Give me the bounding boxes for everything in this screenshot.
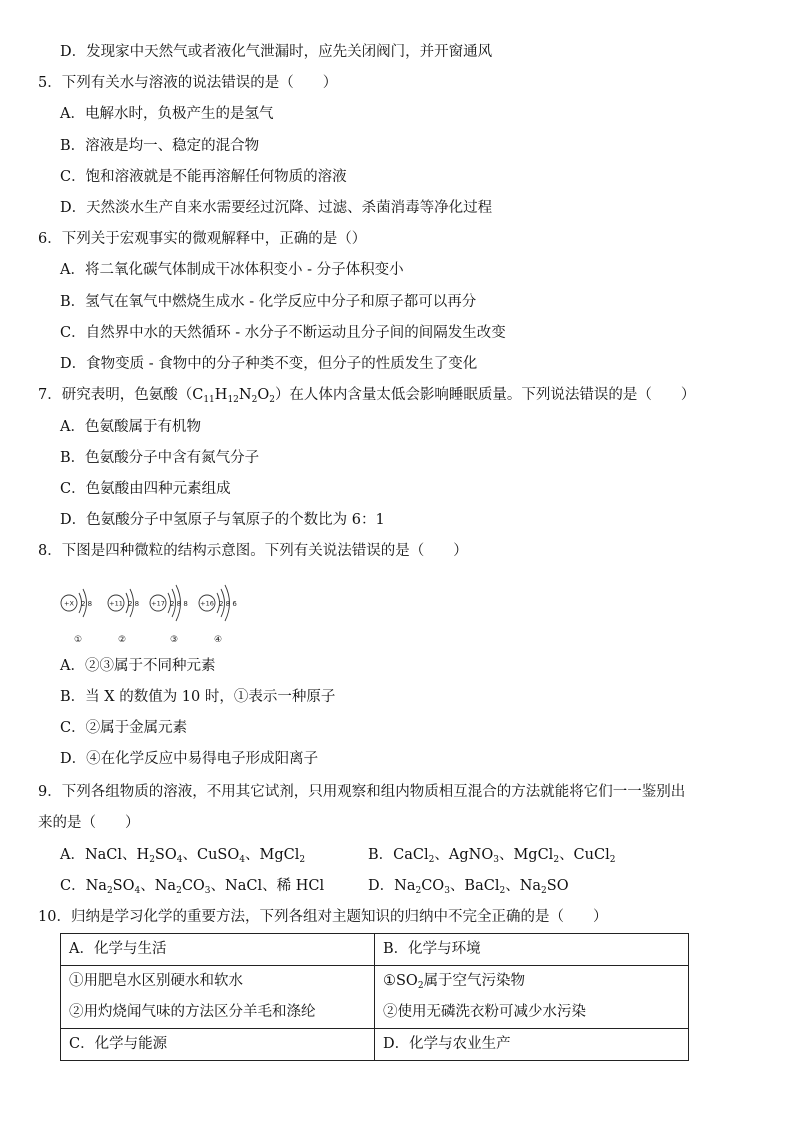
cell-text: ②使用无磷洗衣粉可减少水污染: [383, 1004, 586, 1020]
q7-elem: H: [214, 387, 228, 403]
formula-text: CO: [181, 878, 205, 894]
formula-text: C．Na: [60, 878, 107, 894]
table-row: [61, 966, 689, 1029]
formula-sub: 2: [149, 855, 155, 865]
q7-elem: N: [238, 387, 252, 403]
formula-text: CO: [421, 878, 445, 894]
formula-text: ①SO: [383, 973, 418, 989]
formula-sub: 3: [444, 886, 450, 896]
electron-shells-3: 2 8 8: [170, 600, 188, 608]
q8-option-b: B．当 X 的数值为 10 时，①表示一种原子: [60, 689, 336, 705]
formula-sub: 4: [134, 886, 141, 896]
formula-sub: 3: [493, 855, 499, 865]
q5-option-c: C．饱和溶液就是不能再溶解任何物质的溶液: [60, 169, 347, 185]
q5-option-b: B．溶液是均一、稳定的混合物: [60, 138, 260, 154]
table-row: [61, 1029, 689, 1061]
electron-shells-2: 2 8: [128, 600, 140, 608]
nucleus-charge-1: +X: [64, 599, 74, 608]
formula-text: B．CaCl: [368, 847, 429, 863]
q6-option-d: D．食物变质 - 食物中的分子种类不变，但分子的性质发生了变化: [60, 356, 478, 372]
q5-stem: 5．下列有关水与溶液的说法错误的是（ ）: [38, 75, 338, 91]
atom-structure-diagram: [56, 583, 256, 645]
cell-c-title: [61, 1029, 375, 1061]
formula-text: A．NaCl、H: [60, 847, 150, 863]
particle-label-4: ④: [213, 635, 223, 645]
q7-sub: 11: [203, 395, 215, 405]
q7-option-b: B．色氨酸分子中含有氮气分子: [60, 450, 260, 466]
formula-text: 、MgCl: [498, 847, 554, 863]
cell-text: ①用肥皂水区别硬水和软水: [69, 973, 243, 989]
q7-option-a: A．色氨酸属于有机物: [60, 419, 201, 435]
cell-text: A．化学与生活: [69, 941, 167, 957]
cell-text: [383, 966, 688, 997]
nucleus-charge-3: +17: [151, 599, 165, 608]
formula-text: D．Na: [368, 878, 416, 894]
q6-stem: 6．下列关于宏观事实的微观解释中，正确的是（）: [38, 231, 367, 247]
q5-option-a: A．电解水时，负极产生的是氢气: [60, 106, 274, 122]
particle-label-1: ①: [73, 635, 83, 645]
cell-text: B．化学与环境: [383, 941, 481, 957]
formula-text: SO: [546, 878, 569, 894]
formula-sub: 2: [176, 886, 182, 896]
nucleus-charge-4: +16: [200, 599, 214, 608]
cell-a-content: [61, 966, 375, 1029]
formula-sub: 2: [553, 855, 560, 865]
formula-text: 、Na: [505, 878, 542, 894]
cell-a-title: [61, 934, 375, 966]
q7-sub: 2: [269, 395, 275, 405]
q10-knowledge-table: [60, 933, 689, 1061]
cell-text: D．化学与农业生产: [383, 1036, 511, 1052]
formula-text: 、Na: [140, 878, 177, 894]
formula-text: SO: [112, 878, 135, 894]
cell-d-title: [375, 1029, 689, 1061]
formula-text: 、MgCl: [244, 847, 300, 863]
q5-option-d: D．天然淡水生产自来水需要经过沉降、过滤、杀菌消毒等净化过程: [60, 200, 493, 216]
q7-stem-pre: 7．研究表明，色氨酸（C: [38, 387, 204, 403]
formula-text: SO: [154, 847, 177, 863]
particle-label-2: ②: [117, 635, 127, 645]
formula-text: 、BaCl: [449, 878, 500, 894]
q7-sub: 2: [251, 395, 258, 405]
formula-sub: 2: [415, 886, 422, 896]
q6-option-c: C．自然界中水的天然循环 - 水分子不断运动且分子间的间隔发生改变: [60, 325, 506, 341]
q9-option-b: [368, 845, 615, 865]
formula-sub: 2: [417, 981, 424, 991]
q6-option-b: B．氢气在氧气中燃烧生成水 - 化学反应中分子和原子都可以再分: [60, 294, 477, 310]
formula-text: 、CuSO: [182, 847, 240, 863]
formula-sub: 2: [609, 855, 616, 865]
particle-label-3: ③: [169, 635, 179, 645]
q4-option-d: D．发现家中天然气或者液化气泄漏时，应先关闭阀门，并开窗通风: [60, 44, 493, 60]
formula-text: 、CuCl: [559, 847, 610, 863]
table-row: [61, 934, 689, 966]
q9-option-c: [60, 876, 324, 896]
formula-text: 属于空气污染物: [423, 973, 526, 989]
formula-sub: 2: [299, 855, 306, 865]
cell-b-title: [375, 934, 689, 966]
formula-text: 、AgNO: [434, 847, 494, 863]
q9-option-a: [60, 845, 305, 865]
formula-sub: 4: [239, 855, 245, 865]
q8-option-c: C．②属于金属元素: [60, 720, 188, 736]
q9-stem-line2: 来的是（ ）: [38, 815, 140, 831]
cell-text: ②用灼烧闻气味的方法区分羊毛和涤纶: [69, 1004, 316, 1020]
q8-option-a: A．②③属于不同种元素: [60, 658, 216, 674]
q6-option-a: A．将二氧化碳气体制成干冰体积变小 - 分子体积变小: [60, 262, 404, 278]
formula-sub: 4: [176, 855, 183, 865]
q10-stem: 10．归纳是学习化学的重要方法，下列各组对主题知识的归纳中不完全正确的是（ ）: [38, 909, 608, 925]
q7-stem-post: ）在人体内含量太低会影响睡眠质量。下列说法错误的是（ ）: [274, 387, 696, 403]
q7-option-d: D．色氨酸分子中氢原子与氧原子的个数比为 6：1: [60, 512, 385, 528]
q7-option-c: C．色氨酸由四种元素组成: [60, 481, 231, 497]
formula-text: 、NaCl、稀 HCl: [210, 878, 325, 894]
electron-shells-1: 2 8: [81, 600, 93, 608]
q9-stem-line1: 9．下列各组物质的溶液，不用其它试剂，只用观察和组内物质相互混合的方法就能将它们一一鉴别出: [38, 784, 686, 800]
formula-sub: 3: [204, 886, 211, 896]
q7-sub: 12: [227, 395, 239, 405]
formula-sub: 2: [428, 855, 435, 865]
cell-text: C．化学与能源: [69, 1036, 168, 1052]
q8-stem: 8．下图是四种微粒的结构示意图。下列有关说法错误的是（ ）: [38, 543, 468, 559]
nucleus-charge-2: +11: [109, 599, 123, 608]
q8-option-d: D．④在化学反应中易得电子形成阳离子: [60, 751, 319, 767]
q7-stem: [38, 385, 695, 405]
q7-elem: O: [257, 387, 270, 403]
q9-option-d: [368, 876, 569, 896]
formula-sub: 2: [499, 886, 506, 896]
electron-shells-4: 2 8 6: [219, 600, 237, 608]
formula-sub: 2: [541, 886, 547, 896]
cell-b-content: [375, 966, 689, 1029]
formula-sub: 2: [106, 886, 113, 896]
